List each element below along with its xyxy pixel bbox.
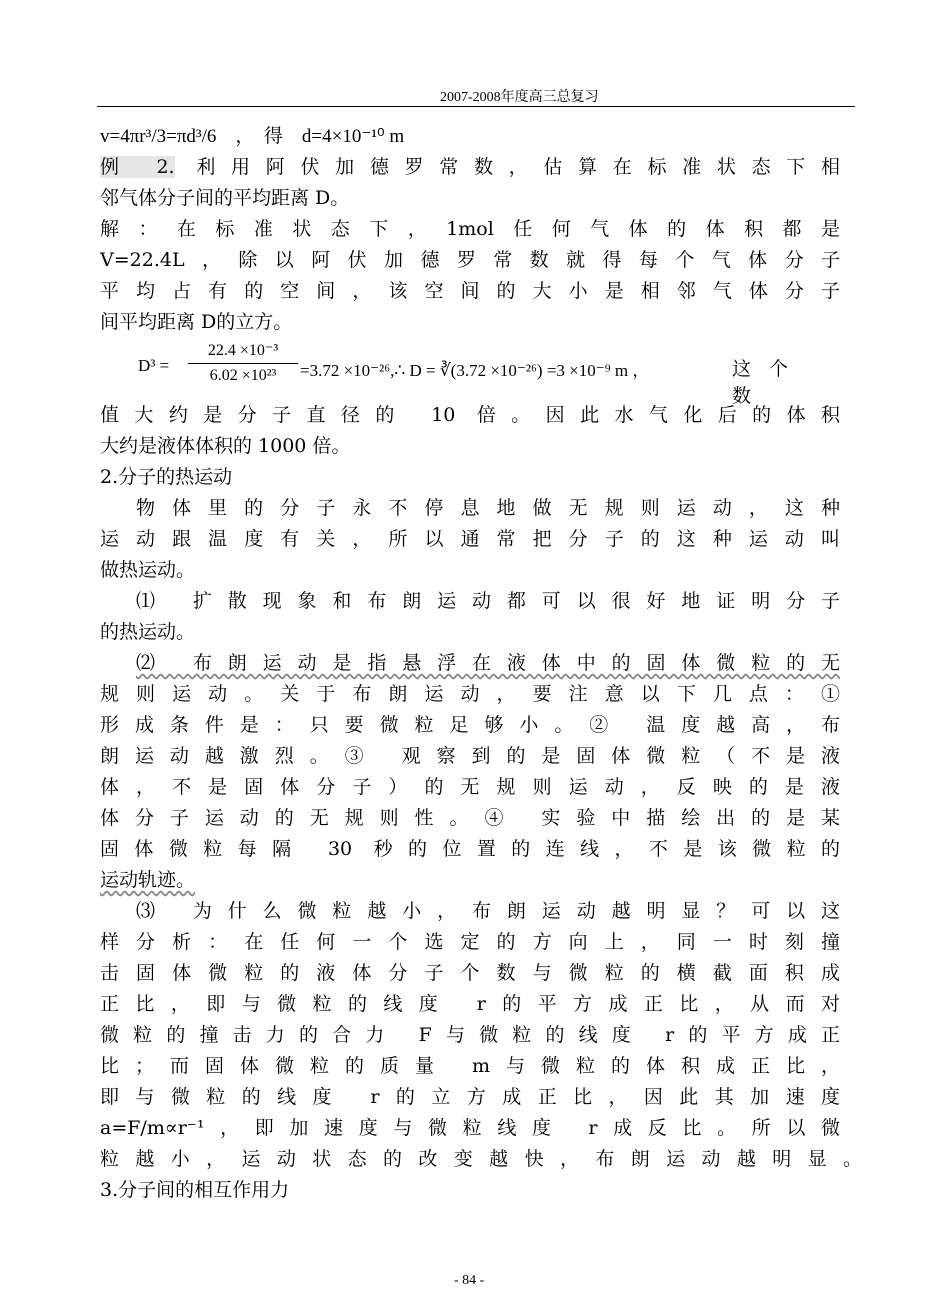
section-2-title: 2.分子的热运动 [100,466,233,488]
section-3-title: 3.分子间的相互作用力 [100,1179,290,1201]
s2-p4-line-7: 即与微粒的线度 r的立方成正比，因此其加速度 [100,1086,840,1108]
s2-p1-line-1: 物体里的分子永不停息地做无规则运动，这种 [136,497,840,519]
formula-tail: 这个数 [732,358,807,407]
s2-p3-line-7: 固体微粒每隔 30 秒的位置的连线，不是该微粒的 [100,838,840,860]
example-2-line-1 [100,152,840,183]
s2-p4-line-9: 粒越小，运动状态的改变越快，布朗运动越明显。 [100,1148,862,1170]
s2-p3-line-3: 形成条件是：只要微粒足够小。② 温度越高，布 [100,714,840,736]
s2-p3-line-1: ⑵ 布朗运动是指悬浮在液体中的固体微粒的无 [136,652,840,674]
s2-p4-line-2: 样分析：在任何一个选定的方向上，同一时刻撞 [100,931,840,953]
fraction-numerator: 22.4 ×10⁻³ [207,342,279,359]
s2-p4-line-4: 正比，即与微粒的线度 r的平方成正比，从而对 [100,993,840,1015]
after-formula-line-2: 大约是液体体积的 1000 倍。 [100,435,351,457]
s2-p1-line-3: 做热运动。 [100,559,196,581]
s2-p3-line-6: 体分子运动的无规则性。④ 实验中描绘出的是某 [100,807,840,829]
s2-p3-line-5: 体，不是固体分子）的无规则运动，反映的是液 [100,776,840,798]
solution-line-3: 平均占有的空间，该空间的大小是相邻气体分子 [100,280,840,302]
s2-p3-line-2: 规则运动。关于布朗运动，要注意以下几点：① [100,683,840,705]
formula-fraction [188,340,298,385]
header-rule [97,106,855,107]
page-header: 2007-2008年度高三总复习 [440,90,599,105]
s2-p3-line-4: 朗运动越激烈。③ 观察到的是固体微粒（不是液 [100,745,840,767]
s2-p4-line-5: 微粒的撞击力的合力 F与微粒的线度 r的平方成正 [100,1024,840,1046]
s2-p2-line-2: 的热运动。 [100,621,196,643]
after-formula-line-1: 值大约是分子直径的 10 倍。因此水气化后的体积 [100,404,840,426]
example-2-text-1: 利用阿伏加德罗常数，估算在标准状态下相 [196,156,840,178]
solution-line-4: 间平均距离 D的立方。 [100,311,293,333]
example-2-line-2: 邻气体分子间的平均距离 D。 [100,187,350,209]
formula-lhs: D³ = [138,356,170,375]
solution-line-1: 解：在标准状态下，1mol任何气体的体积都是 [100,218,840,240]
s2-p4-line-1: ⑶ 为什么微粒越小，布朗运动越明显？可以这 [136,900,840,922]
fraction-bar [188,363,298,364]
s2-p1-line-2: 运动跟温度有关，所以通常把分子的这种运动叫 [100,528,840,550]
example-label: 例 2. [100,156,175,178]
s2-p4-line-8: a=F/m∝r⁻¹，即加速度与微粒线度 r成反比。所以微 [100,1117,840,1139]
volume-equation: v=4πr³/3=πd³/6 ， 得 d=4×10⁻¹⁰ m [100,126,405,147]
s2-p4-line-3: 击固体微粒的液体分子个数与微粒的横截面积成 [100,962,840,984]
s2-p3-line-8: 运动轨迹。 [100,869,196,891]
main-content [100,121,862,1206]
page-number: - 84 - [454,1273,485,1288]
s2-p2-line-1: ⑴ 扩散现象和布朗运动都可以很好地证明分子 [136,590,840,612]
distance-formula [100,338,840,407]
formula-rhs: =3.72 ×10⁻²⁶,∴ D = ∛(3.72 ×10⁻²⁶) =3 ×10⁻⁹ m ， [300,361,650,380]
s2-p4-line-6: 比；而固体微粒的质量 m与微粒的体积成正比， [100,1055,840,1077]
fraction-denominator: 6.02 ×10²³ [209,367,277,384]
solution-line-2: V=22.4L，除以阿伏加德罗常数就得每个气体分子 [100,249,840,271]
